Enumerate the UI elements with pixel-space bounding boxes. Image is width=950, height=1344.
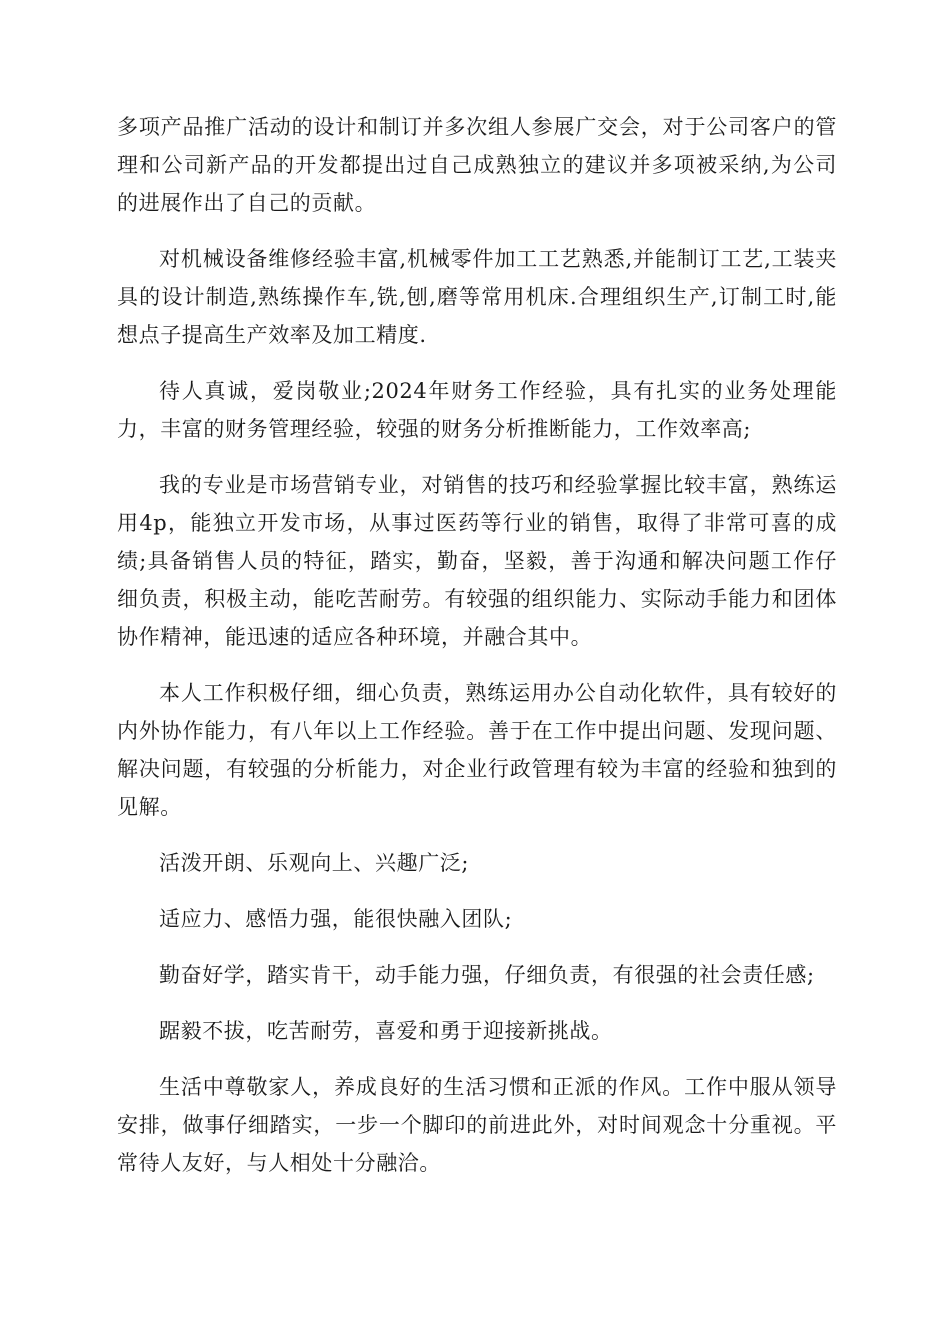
- document-body: [117, 108, 837, 1200]
- paragraph-continuation: 多项产品推广活动的设计和制订并多次组人参展广交会，对于公司客户的管理和公司新产品的开发都提出过自己成熟独立的建议并多项被采纳,为公司的进展作出了自己的贡献。: [117, 115, 837, 215]
- paragraph-machinery-experience: 对机械设备维修经验丰富,机械零件加工工艺熟悉,并能制订工艺,工装夹具的设计制造,熟练操作车,铣,刨,磨等常用机床.合理组织生产,订制工时,能想点子提高生产效率及加工精度.: [117, 247, 837, 347]
- paragraph-adaptability: 适应力、感悟力强，能很快融入团队;: [159, 907, 513, 931]
- paragraph-office-experience: 本人工作积极仔细，细心负责，熟练运用办公自动化软件，具有较好的内外协作能力，有八年以上工作经验。善于在工作中提出问题、发现问题、解决问题，有较强的分析能力，对企业行政管理有较为丰富的经验和独到的见解。: [117, 681, 837, 819]
- paragraph-marketing-experience: 我的专业是市场营销专业，对销售的技巧和经验掌握比较丰富，熟练运用4p，能独立开发市场，从事过医药等行业的销售，取得了非常可喜的成绩;具备销售人员的特征，踏实，勤奋，坚毅，善于沟通和解决问题工作仔细负责，积极主动，能吃苦耐劳。有较强的组织能力、实际动手能力和团体协作精神，能迅速的适应各种环境，并融合其中。: [117, 473, 837, 649]
- paragraph-life-attitude: 生活中尊敬家人，养成良好的生活习惯和正派的作风。工作中服从领导安排，做事仔细踏实，一步一个脚印的前进此外，对时间观念十分重视。平常待人友好，与人相处十分融洽。: [117, 1075, 837, 1175]
- paragraph-finance-experience: 待人真诚，爱岗敬业;2024年财务工作经验，具有扎实的业务处理能力，丰富的财务管理经验，较强的财务分析推断能力，工作效率高;: [117, 379, 837, 441]
- paragraph-diligence: 勤奋好学，踏实肯干，动手能力强，仔细负责，有很强的社会责任感;: [159, 963, 815, 987]
- paragraph-perseverance: 踞毅不拔，吃苦耐劳，喜爱和勇于迎接新挑战。: [159, 1019, 613, 1043]
- paragraph-personality: 活泼开朗、乐观向上、兴趣广泛;: [159, 851, 470, 875]
